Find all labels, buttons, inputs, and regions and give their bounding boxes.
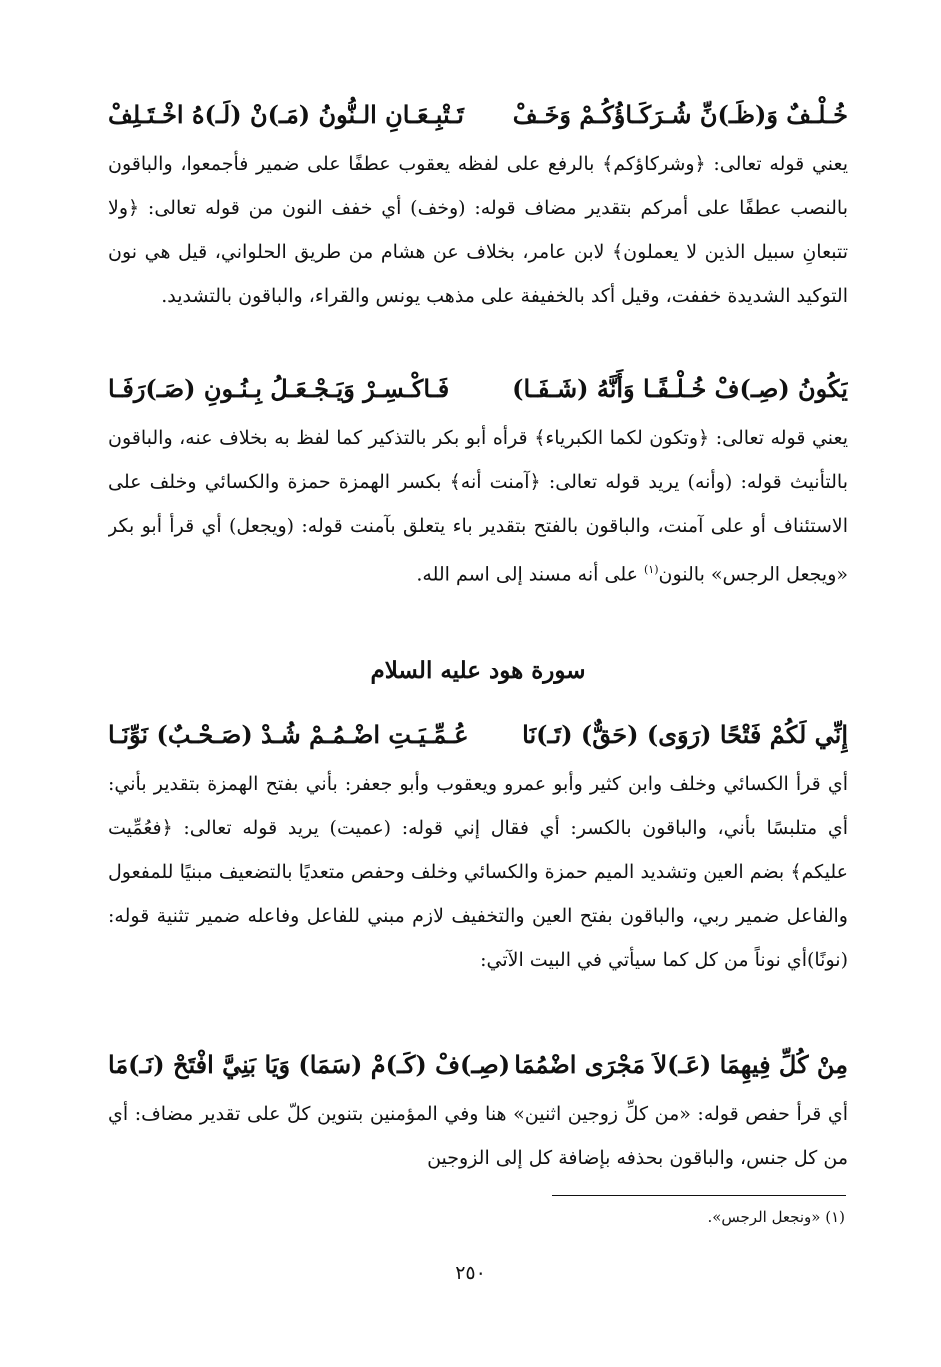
verse-3-right-hemistich: إِنِّي لَكُمْ فَتْحًا (رَوَى) (حَقٌّ) (تَـ)نَا <box>522 720 848 749</box>
footnote: (١) «ونجعل الرجس». <box>707 1208 845 1226</box>
commentary-paragraph-3: أي قرأ الكسائي وخلف وابن كثير وأبو عمرو ويعقوب وأبو جعفر: بأني بفتح الهمزة بتقدير بأني: أي متلبسًا بأني، والباقون بالكسر: أي فقال إني قوله: (عميت) يريد قوله تعالى: ﴿فعُمِّيت عليكم﴾ بضم العين وتشديد الميم حمزة والكسائي وخلف وحفص متعديًا بالتضعيف مبنيًا للمفعول والفاعل ضمير ربي، والباقون بفتح العين والتخفيف لازم مبني للفاعل وفاعله ضمير تثنية قوله: (نونًا)أي نوناً من كل كما سيأتي في البيت الآتي: <box>108 773 848 971</box>
footnote-marker: (١) <box>643 563 659 576</box>
verse-3-left-hemistich: عُـمِّـيَـتِ اضْـمُـمْ شُـدْ (صَـحْـبٌ) نَوِّنَـا <box>108 720 469 749</box>
commentary-paragraph-2 <box>108 416 848 636</box>
page-number: ٢٥٠ <box>455 1262 486 1284</box>
commentary-paragraph-4: أي قرأ حفص قوله: «من كلِّ زوجين اثنين» هنا وفي المؤمنين بتنوين كلّ على تقدير مضاف: أي من كل جنس، والباقون بحذفه بإضافة كل إلى الزوجين <box>108 1103 848 1169</box>
poem-verse-1 <box>108 88 848 142</box>
page-content <box>108 88 848 1180</box>
poem-verse-4 <box>108 1038 848 1092</box>
surah-title: سورة هود عليه السلام <box>370 657 586 684</box>
verse-4-left-hemistich: (صِـ)فْ (كَـ)مْ (سَمَا) وَيَا بَنِيَّ افْتَحْ (نَـ)مَا <box>108 1050 511 1079</box>
verse-1-right-hemistich: خُـلْـفٌ وَ(ظَـ)نِّ شُـرَكَـاؤُكُـمْ وَخَـفْ <box>512 100 848 129</box>
footnote-divider <box>552 1195 846 1196</box>
verse-2-left-hemistich: فَـاكْـسِـرْ وَيَـجْـعَـلُ بِـنُـونِ (صَـ)رَفَـا <box>108 374 450 403</box>
verse-4-right-hemistich: مِنْ كُلِّ فِيهِمَا (عَـ)لاَ مَجْرَى اضْمُمَا <box>514 1050 848 1079</box>
verse-1-left-hemistich: تَـتْبِـعَـانِ الـنُّونُ (مَـ)نْ (لَـ)هُ اخْـتَـلِفْ <box>108 100 464 129</box>
poem-verse-3 <box>108 708 848 762</box>
paragraph-2-ending: على أنه مسند إلى اسم الله. <box>416 563 644 586</box>
paragraph-2-text: يعني قوله تعالى: ﴿وتكون لكما الكبرياء﴾ قرأه أبو بكر بالتذكير كما لفظ به بخلاف عنه، والباقون بالتأنيث قوله: (وأنه) يريد قوله تعالى: ﴿آمنت أنه﴾ بكسر الهمزة حمزة والكسائي وخلف على الاستئناف أو على آمنت، والباقون بالفتح بتقدير باء يتعلق بآمنت قوله: (ويجعل) أي قرأ أبو بكر «ويجعل الرجس» بالنون <box>108 427 848 586</box>
verse-2-right-hemistich: يَكُونُ (صِـ)فْ خُـلْـفًـا وَأَنَّهُ (شَـفَـا) <box>512 374 848 403</box>
poem-verse-2 <box>108 362 848 416</box>
commentary-paragraph-1: يعني قوله تعالى: ﴿وشركاؤكم﴾ بالرفع على لفظه يعقوب عطفًا على ضمير فأجمعوا، والباقون بالنصب عطفًا على أمركم بتقدير مضاف قوله: (وخف) أي خفف النون من قوله تعالى: ﴿ولا تتبعانِ سبيل الذين لا يعملون﴾ لابن عامر، بخلاف عن هشام من طريق الحلواني، قيل هي نون التوكيد الشديدة خففت، وقيل أكد بالخفيفة على مذهب يونس والقراء، والباقون بالتشديد. <box>108 153 848 307</box>
